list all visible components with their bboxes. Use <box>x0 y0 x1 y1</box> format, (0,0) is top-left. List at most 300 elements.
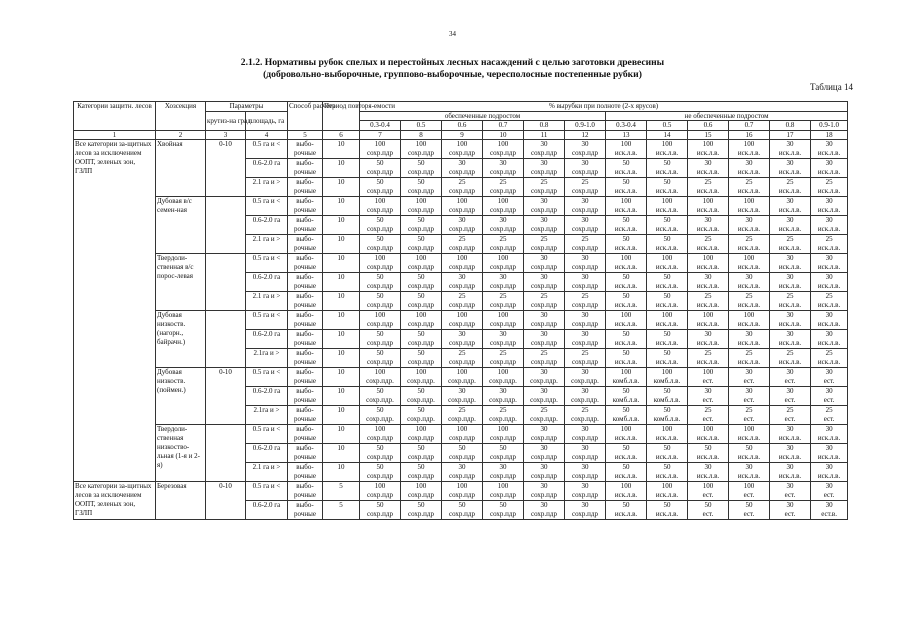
regeneration-type: иск.л.в. <box>696 472 720 481</box>
percent-value: 30 <box>458 330 466 339</box>
percent-cell <box>442 482 483 501</box>
percent-cell <box>729 273 770 292</box>
regeneration-type: сохр.пдр <box>408 453 434 462</box>
regeneration-type: сохр.пдр <box>449 206 475 215</box>
regeneration-type: сохр.пдр <box>408 434 434 443</box>
percent-value: 30 <box>786 273 794 282</box>
percent-value: 30 <box>581 159 589 168</box>
percent-value: 25 <box>786 235 794 244</box>
period-cell: 5 <box>323 501 360 520</box>
percent-value: 30 <box>786 216 794 225</box>
percent-value: 100 <box>415 311 427 320</box>
regeneration-type: сохр.пдр <box>531 453 557 462</box>
percent-cell <box>647 482 688 501</box>
percent-value: 30 <box>581 254 589 263</box>
regeneration-type: иск.л.в. <box>655 510 679 519</box>
percent-cell <box>770 444 811 463</box>
percent-cell <box>606 216 647 235</box>
regeneration-type: иск.л.в. <box>817 206 841 215</box>
percent-value: 50 <box>663 216 671 225</box>
percent-value: 50 <box>622 387 630 396</box>
percent-value: 100 <box>743 197 755 206</box>
regeneration-type: ест. <box>702 377 714 386</box>
percent-value: 100 <box>743 482 755 491</box>
percent-value: 25 <box>745 406 753 415</box>
percent-value: 50 <box>745 444 753 453</box>
column-number: 13 <box>606 131 647 140</box>
percent-cell <box>360 159 401 178</box>
percent-value: 100 <box>702 197 714 206</box>
percent-cell <box>770 501 811 520</box>
percent-cell <box>688 159 729 178</box>
regeneration-type: сохр.пдр <box>367 263 393 272</box>
regeneration-type: сохр.пдр <box>367 320 393 329</box>
page-title <box>0 57 905 81</box>
column-number: 10 <box>483 131 524 140</box>
regeneration-type: иск.л.в. <box>655 263 679 272</box>
percent-value: 30 <box>540 254 548 263</box>
percent-value: 25 <box>581 235 589 244</box>
area-cell: 2.1га и > <box>246 349 288 368</box>
percent-cell <box>565 501 606 520</box>
percent-value: 100 <box>620 482 632 491</box>
percent-cell <box>360 235 401 254</box>
percent-cell <box>442 197 483 216</box>
percent-cell <box>688 311 729 330</box>
percent-value: 100 <box>415 368 427 377</box>
percent-value: 25 <box>745 178 753 187</box>
period-cell: 10 <box>323 159 360 178</box>
percent-cell <box>647 292 688 311</box>
regeneration-type: иск.л.в. <box>737 282 761 291</box>
percent-cell <box>360 216 401 235</box>
regeneration-type: сохр.пдр <box>408 339 434 348</box>
percent-cell <box>729 159 770 178</box>
percent-value: 50 <box>663 178 671 187</box>
percent-value: 50 <box>417 273 425 282</box>
percent-value: 100 <box>661 140 673 149</box>
percent-value: 100 <box>620 254 632 263</box>
percent-value: 30 <box>825 311 833 320</box>
regeneration-type: ест. <box>743 510 755 519</box>
percent-cell <box>811 235 848 254</box>
regeneration-type: иск.л.в. <box>655 453 679 462</box>
percent-value: 30 <box>581 425 589 434</box>
method-cell: выбо-рочные <box>288 273 323 292</box>
regeneration-type: ест. <box>743 491 755 500</box>
percent-cell <box>524 501 565 520</box>
percent-cell <box>524 482 565 501</box>
percent-value: 100 <box>374 311 386 320</box>
regeneration-type: сохр.пдр <box>531 339 557 348</box>
regeneration-type: сохр.пдр <box>572 320 598 329</box>
percent-cell <box>524 349 565 368</box>
percent-value: 100 <box>661 311 673 320</box>
percent-cell <box>442 178 483 197</box>
percent-cell <box>811 178 848 197</box>
percent-value: 100 <box>702 140 714 149</box>
percent-value: 30 <box>540 330 548 339</box>
percent-cell <box>360 254 401 273</box>
regeneration-type: сохр.пдр <box>531 187 557 196</box>
percent-value: 30 <box>825 463 833 472</box>
percent-cell <box>647 311 688 330</box>
percent-cell <box>483 216 524 235</box>
regeneration-type: сохр.пдр. <box>571 396 599 405</box>
percent-cell <box>524 330 565 349</box>
percent-cell <box>401 330 442 349</box>
regeneration-type: иск.л.в. <box>778 453 802 462</box>
percent-cell <box>401 501 442 520</box>
percent-cell <box>647 235 688 254</box>
percent-cell <box>401 311 442 330</box>
percent-cell <box>524 444 565 463</box>
percent-cell <box>524 273 565 292</box>
percent-value: 30 <box>745 463 753 472</box>
regeneration-type: сохр.пдр. <box>407 377 435 386</box>
regeneration-type: сохр.пдр <box>367 282 393 291</box>
column-number: 7 <box>360 131 401 140</box>
percent-cell <box>770 387 811 406</box>
percent-value: 25 <box>786 178 794 187</box>
percent-value: 100 <box>497 254 509 263</box>
percent-value: 30 <box>745 273 753 282</box>
column-number: 18 <box>811 131 848 140</box>
area-cell: 0.6-2.0 га <box>246 501 288 520</box>
percent-value: 100 <box>497 368 509 377</box>
regeneration-type: иск.л.в. <box>778 225 802 234</box>
percent-value: 50 <box>663 349 671 358</box>
percent-value: 100 <box>456 140 468 149</box>
percent-cell <box>688 406 729 425</box>
percent-cell <box>811 330 848 349</box>
percent-cell <box>360 444 401 463</box>
percent-cell <box>688 425 729 444</box>
percent-value: 50 <box>622 406 630 415</box>
percent-cell <box>811 368 848 387</box>
regeneration-type: ест. <box>784 415 796 424</box>
percent-value: 50 <box>417 235 425 244</box>
regeneration-type: сохр.пдр <box>367 358 393 367</box>
regeneration-type: иск.л.в. <box>817 244 841 253</box>
percent-value: 100 <box>743 425 755 434</box>
percent-cell <box>811 273 848 292</box>
percent-cell <box>770 311 811 330</box>
header-density: 0.9-1.0 <box>811 121 848 131</box>
percent-cell <box>688 273 729 292</box>
area-cell: 0.5 га и < <box>246 140 288 159</box>
regeneration-type: сохр.пдр. <box>571 415 599 424</box>
column-number: 15 <box>688 131 729 140</box>
percent-value: 100 <box>497 425 509 434</box>
percent-value: 100 <box>743 254 755 263</box>
percent-cell <box>565 387 606 406</box>
percent-cell <box>688 482 729 501</box>
percent-cell <box>360 197 401 216</box>
section-cell: Березовая <box>156 482 206 520</box>
regeneration-type: сохр.пдр <box>572 225 598 234</box>
method-cell: выбо-рочные <box>288 425 323 444</box>
percent-cell <box>565 482 606 501</box>
percent-value: 30 <box>540 159 548 168</box>
regeneration-type: иск.л.в. <box>655 168 679 177</box>
percent-value: 25 <box>745 235 753 244</box>
percent-cell <box>360 140 401 159</box>
slope-cell <box>206 425 246 482</box>
percent-value: 50 <box>704 501 712 510</box>
method-cell: выбо-рочные <box>288 140 323 159</box>
percent-cell <box>442 368 483 387</box>
percent-value: 30 <box>704 216 712 225</box>
percent-value: 30 <box>786 425 794 434</box>
percent-value: 50 <box>376 501 384 510</box>
regeneration-type: иск.л.в. <box>817 282 841 291</box>
regeneration-type: иск.л.в. <box>778 358 802 367</box>
percent-value: 50 <box>417 330 425 339</box>
percent-value: 100 <box>497 197 509 206</box>
regeneration-type: сохр.пдр <box>490 434 516 443</box>
percent-value: 30 <box>540 501 548 510</box>
percent-cell <box>565 235 606 254</box>
regeneration-type: сохр.пдр <box>531 244 557 253</box>
regeneration-type: ест. <box>823 491 835 500</box>
percent-value: 30 <box>581 482 589 491</box>
regeneration-type: сохр.пдр <box>408 263 434 272</box>
percent-value: 30 <box>825 368 833 377</box>
percent-cell <box>401 159 442 178</box>
percent-value: 30 <box>540 463 548 472</box>
column-number: 6 <box>323 131 360 140</box>
percent-value: 100 <box>415 254 427 263</box>
regeneration-type: сохр.пдр <box>367 206 393 215</box>
regeneration-type: сохр.пдр <box>490 244 516 253</box>
percent-cell <box>483 235 524 254</box>
regeneration-type: иск.л.в. <box>655 434 679 443</box>
percent-value: 50 <box>622 216 630 225</box>
percent-value: 25 <box>581 292 589 301</box>
percent-value: 25 <box>825 235 833 244</box>
percent-value: 30 <box>786 368 794 377</box>
percent-cell <box>606 235 647 254</box>
regeneration-type: иск.л.в. <box>614 491 638 500</box>
regeneration-type: иск.л.в. <box>778 434 802 443</box>
regeneration-type: иск.л.в. <box>696 149 720 158</box>
method-cell: выбо-рочные <box>288 197 323 216</box>
regeneration-type: сохр.пдр. <box>407 415 435 424</box>
regeneration-type: иск.л.в. <box>817 168 841 177</box>
regeneration-type: иск.л.в. <box>778 320 802 329</box>
percent-value: 30 <box>825 330 833 339</box>
percent-value: 30 <box>581 463 589 472</box>
percent-value: 30 <box>786 463 794 472</box>
regeneration-type: ест. <box>784 491 796 500</box>
percent-cell <box>483 197 524 216</box>
percent-cell <box>360 311 401 330</box>
area-cell: 2.1 га и > <box>246 292 288 311</box>
percent-cell <box>770 197 811 216</box>
period-cell: 10 <box>323 292 360 311</box>
regeneration-type: иск.л.в. <box>778 149 802 158</box>
percent-cell <box>811 159 848 178</box>
percent-value: 50 <box>622 463 630 472</box>
percent-cell <box>770 292 811 311</box>
period-cell: 10 <box>323 178 360 197</box>
percent-cell <box>770 216 811 235</box>
percent-cell <box>729 178 770 197</box>
regeneration-type: иск.л.в. <box>655 472 679 481</box>
regeneration-type: сохр.пдр <box>531 472 557 481</box>
percent-cell <box>442 425 483 444</box>
category-cell: Все категории за-щитных лесов за исключением ООПТ, зеленых зон, ГЗЛП <box>74 482 156 520</box>
regeneration-type: иск.л.в. <box>614 358 638 367</box>
percent-value: 100 <box>661 197 673 206</box>
regeneration-type: сохр.пдр <box>572 472 598 481</box>
regeneration-type: иск.л.в. <box>655 358 679 367</box>
percent-value: 50 <box>663 273 671 282</box>
percent-value: 100 <box>702 254 714 263</box>
percent-cell <box>647 425 688 444</box>
column-number: 9 <box>442 131 483 140</box>
percent-cell <box>483 482 524 501</box>
percent-value: 30 <box>786 197 794 206</box>
regeneration-type: иск.л.в. <box>696 168 720 177</box>
percent-value: 100 <box>497 311 509 320</box>
regeneration-type: сохр.пдр <box>490 339 516 348</box>
percent-cell <box>442 406 483 425</box>
percent-value: 30 <box>825 197 833 206</box>
period-cell: 10 <box>323 235 360 254</box>
percent-value: 30 <box>540 425 548 434</box>
regeneration-type: сохр.пдр <box>367 168 393 177</box>
area-cell: 0.6-2.0 га <box>246 159 288 178</box>
regeneration-type: иск.л.в. <box>655 206 679 215</box>
percent-cell <box>442 463 483 482</box>
percent-cell <box>770 254 811 273</box>
regeneration-type: сохр.пдр <box>408 491 434 500</box>
percent-value: 50 <box>704 444 712 453</box>
area-cell: 0.6-2.0 га <box>246 444 288 463</box>
percent-value: 30 <box>499 216 507 225</box>
regeneration-type: иск.л.в. <box>817 187 841 196</box>
percent-cell <box>688 387 729 406</box>
percent-value: 50 <box>376 330 384 339</box>
regeneration-type: иск.л.в. <box>614 453 638 462</box>
regeneration-type: иск.л.в. <box>778 472 802 481</box>
percent-cell <box>360 273 401 292</box>
percent-value: 30 <box>458 273 466 282</box>
regeneration-type: сохр.пдр <box>408 168 434 177</box>
slope-cell: 0-10 <box>206 140 246 197</box>
percent-cell <box>688 197 729 216</box>
percent-cell <box>811 311 848 330</box>
percent-cell <box>770 159 811 178</box>
page-number: 34 <box>449 30 456 38</box>
regeneration-type: сохр.пдр. <box>366 377 394 386</box>
regeneration-type: сохр.пдр <box>490 358 516 367</box>
regeneration-type: иск.л.в. <box>696 282 720 291</box>
percent-value: 100 <box>415 197 427 206</box>
column-number: 11 <box>524 131 565 140</box>
percent-cell <box>729 235 770 254</box>
percent-cell <box>565 197 606 216</box>
percent-cell <box>401 216 442 235</box>
percent-value: 50 <box>663 387 671 396</box>
column-number: 16 <box>729 131 770 140</box>
table-row <box>74 140 848 159</box>
percent-cell <box>811 140 848 159</box>
percent-cell <box>360 349 401 368</box>
percent-cell <box>729 444 770 463</box>
table-row <box>74 311 848 330</box>
regeneration-type: сохр.пдр <box>531 206 557 215</box>
regeneration-type: сохр.пдр <box>572 339 598 348</box>
percent-cell <box>524 292 565 311</box>
percent-cell <box>524 140 565 159</box>
percent-cell <box>401 273 442 292</box>
percent-cell <box>401 425 442 444</box>
percent-cell <box>647 216 688 235</box>
percent-cell <box>401 444 442 463</box>
method-cell: выбо-рочные <box>288 254 323 273</box>
percent-cell <box>442 330 483 349</box>
regeneration-type: иск.л.в. <box>778 282 802 291</box>
regeneration-type: сохр.пдр <box>449 187 475 196</box>
felling-norms-table <box>73 101 848 520</box>
period-cell: 10 <box>323 349 360 368</box>
regeneration-type: комб.л.в. <box>612 415 640 424</box>
area-cell: 0.6-2.0 га <box>246 273 288 292</box>
percent-cell <box>565 140 606 159</box>
percent-cell <box>770 140 811 159</box>
regeneration-type: сохр.пдр <box>449 168 475 177</box>
percent-value: 100 <box>620 368 632 377</box>
percent-cell <box>811 216 848 235</box>
header-density: 0.9-1.0 <box>565 121 606 131</box>
percent-cell <box>770 178 811 197</box>
percent-value: 25 <box>458 349 466 358</box>
regeneration-type: иск.л.в. <box>817 358 841 367</box>
regeneration-type: ест. <box>784 510 796 519</box>
percent-value: 25 <box>581 349 589 358</box>
method-cell: выбо-рочные <box>288 463 323 482</box>
header-density: 0.8 <box>524 121 565 131</box>
regeneration-type: сохр.пдр <box>367 510 393 519</box>
regeneration-type: иск.л.в. <box>737 225 761 234</box>
percent-cell <box>606 254 647 273</box>
percent-value: 25 <box>540 235 548 244</box>
column-number: 4 <box>246 131 288 140</box>
slope-cell: 0-10 <box>206 482 246 520</box>
table-row <box>74 425 848 444</box>
percent-cell <box>483 387 524 406</box>
percent-value: 25 <box>499 292 507 301</box>
table-row <box>74 482 848 501</box>
percent-value: 25 <box>704 406 712 415</box>
regeneration-type: иск.л.в. <box>614 263 638 272</box>
regeneration-type: сохр.пдр <box>531 263 557 272</box>
percent-value: 30 <box>704 330 712 339</box>
regeneration-type: сохр.пдр <box>367 472 393 481</box>
period-cell: 10 <box>323 311 360 330</box>
regeneration-type: сохр.пдр <box>490 187 516 196</box>
percent-value: 50 <box>376 216 384 225</box>
regeneration-type: иск.л.в. <box>778 301 802 310</box>
header-section: Хозсекция <box>156 102 206 131</box>
regeneration-type: иск.л.в. <box>778 168 802 177</box>
regeneration-type: иск.л.в. <box>737 301 761 310</box>
regeneration-type: иск.л.в. <box>737 472 761 481</box>
regeneration-type: сохр.пдр <box>531 320 557 329</box>
